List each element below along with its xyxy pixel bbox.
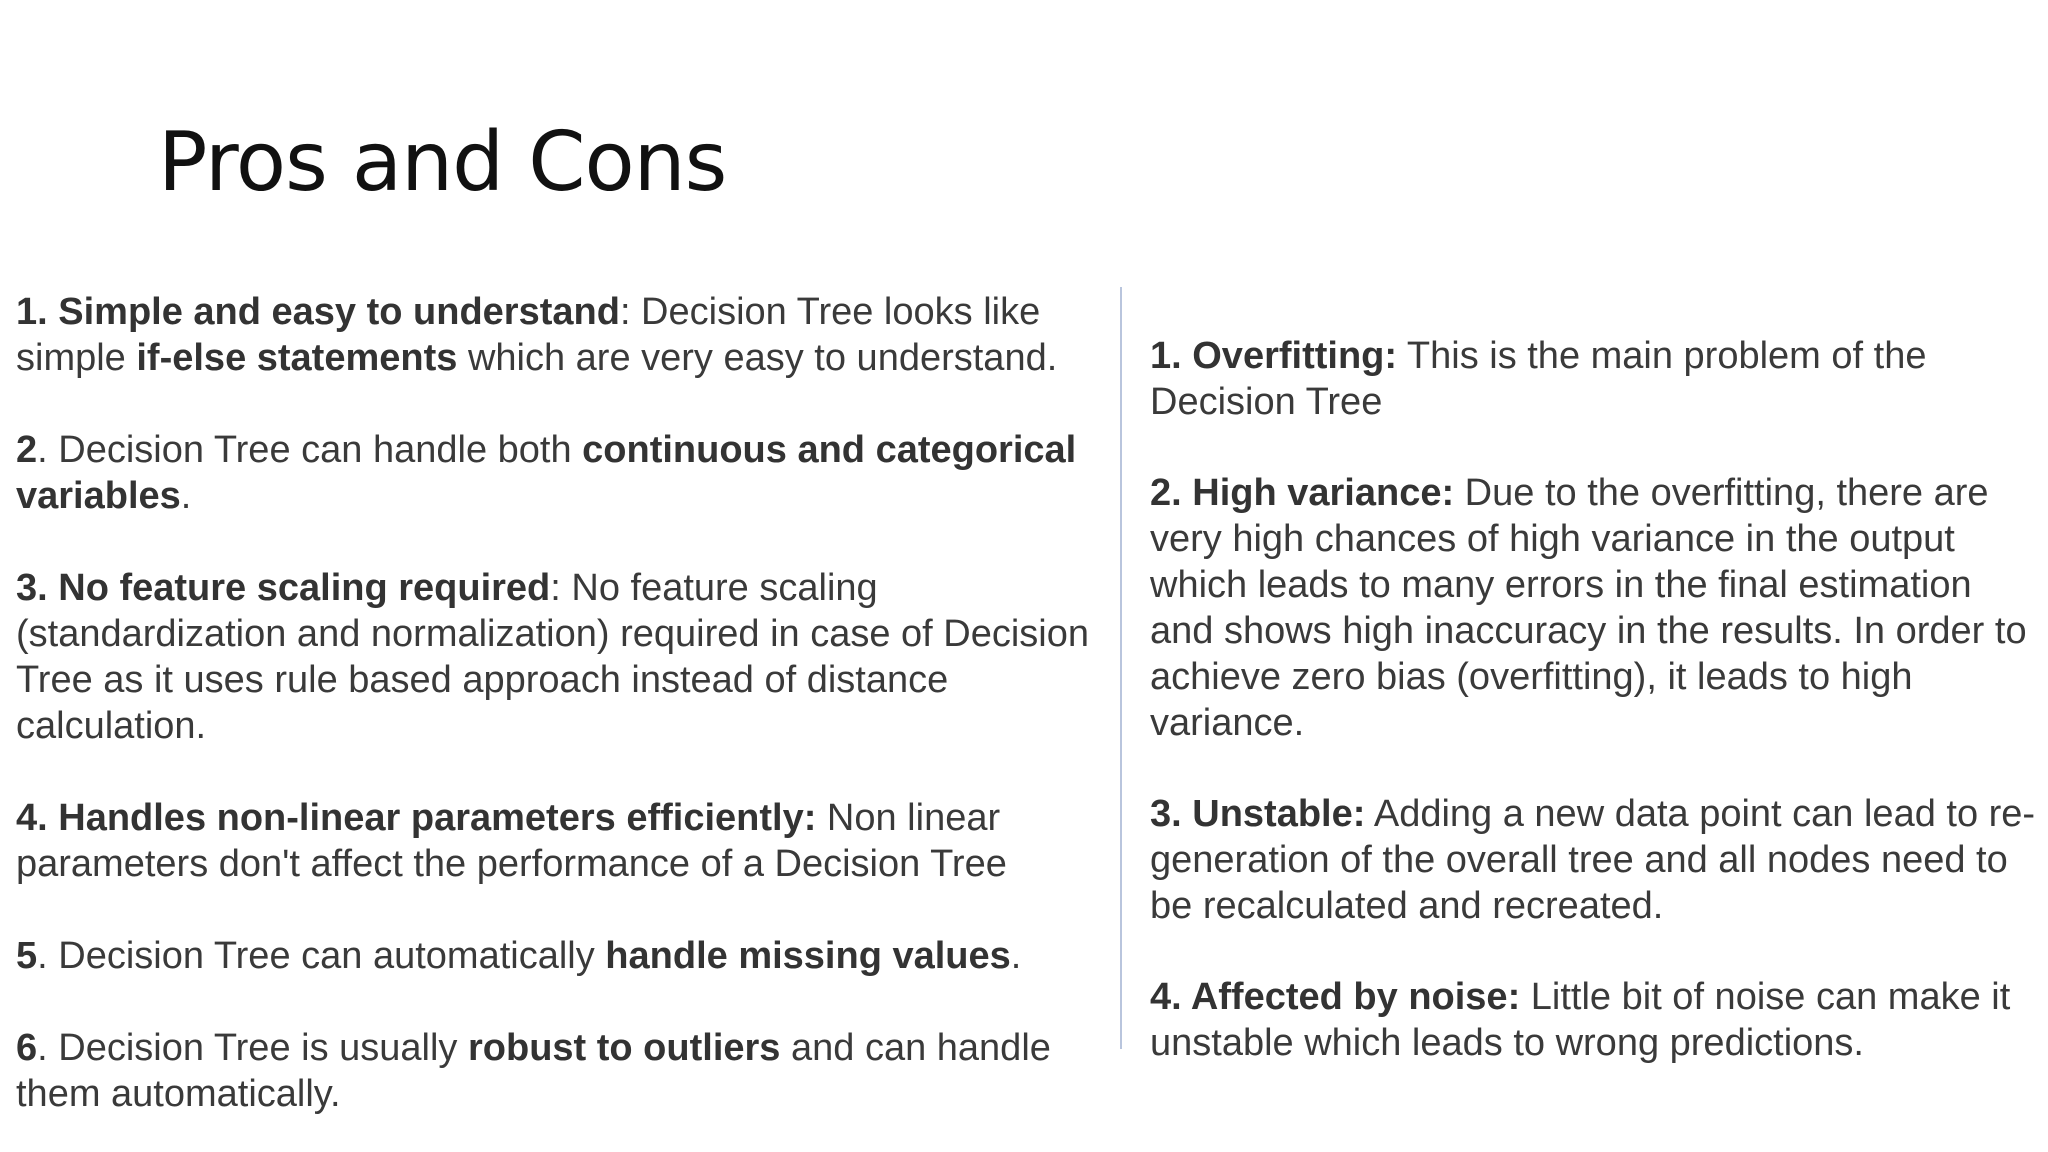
pros-item-text: : Decision Tree looks like simple xyxy=(16,291,1041,379)
pros-item-highlight: robust to outliers xyxy=(467,1027,781,1069)
pros-item-number: 1. xyxy=(16,291,59,333)
pros-item-heading: No feature scaling required xyxy=(58,567,551,609)
column-divider xyxy=(1120,287,1122,1049)
pros-item-text: . Decision Tree is usually xyxy=(37,1027,468,1069)
pros-column xyxy=(16,289,1118,1117)
pros-item-simple xyxy=(16,289,1118,381)
pros-item-highlight: continuous and categorical variables xyxy=(16,429,1077,517)
pros-item-missing-values xyxy=(16,933,1118,979)
pros-item-highlight: handle missing values xyxy=(605,935,1011,977)
pros-item-text: . Decision Tree can handle both xyxy=(37,429,583,471)
pros-item-text: : No feature scaling (standardization and normalization) required in case of Decision Tree as it uses rule based approach instead of distance calculation. xyxy=(16,567,1090,747)
cons-item-text: Adding a new data point can lead to re-generation of the overall tree and all nodes need to be recalculated and recreated. xyxy=(1150,793,2036,927)
pros-item-heading: Simple and easy to understand xyxy=(58,291,620,333)
pros-item-number: 2 xyxy=(16,429,38,471)
pros-item-text: and can handle them automatically. xyxy=(16,1027,1051,1115)
cons-item-noise xyxy=(1150,974,2042,1066)
slide-title: Pros and Cons xyxy=(158,115,727,210)
pros-item-text: . xyxy=(180,475,192,517)
cons-item-heading: 3. Unstable: xyxy=(1150,793,1366,835)
pros-item-number: 5 xyxy=(16,935,38,977)
cons-item-overfitting xyxy=(1150,333,2042,425)
cons-item-high-variance xyxy=(1150,470,2042,746)
cons-item-text: Little bit of noise can make it unstable which leads to wrong predictions. xyxy=(1150,976,2011,1064)
pros-item-variables xyxy=(16,427,1118,519)
pros-item-number: 6 xyxy=(16,1027,38,1069)
cons-item-unstable xyxy=(1150,791,2042,929)
cons-item-heading: 1. Overfitting: xyxy=(1150,335,1398,377)
pros-item-text: Non linear parameters don't affect the performance of a Decision Tree xyxy=(16,797,1007,885)
pros-item-number: 3. xyxy=(16,567,59,609)
pros-item-scaling xyxy=(16,565,1118,749)
cons-item-heading: 4. Affected by noise: xyxy=(1150,976,1521,1018)
pros-item-text: . xyxy=(1010,935,1022,977)
pros-item-nonlinear xyxy=(16,795,1118,887)
pros-item-outliers xyxy=(16,1025,1118,1117)
pros-item-number: 4. xyxy=(16,797,59,839)
cons-item-text: Due to the overfitting, there are very high chances of high variance in the output which leads to many errors in the final estimation and shows high inaccuracy in the results. In order to achieve zero bias (overfitting), it leads to high variance. xyxy=(1150,472,2027,744)
pros-item-highlight: if-else statements xyxy=(136,337,458,379)
cons-item-heading: 2. High variance: xyxy=(1150,472,1455,514)
pros-item-heading: Handles non-linear parameters efficiently: xyxy=(58,797,817,839)
cons-item-text: This is the main problem of the Decision Tree xyxy=(1150,335,1927,423)
pros-item-text: . Decision Tree can automatically xyxy=(37,935,606,977)
pros-item-text: which are very easy to understand. xyxy=(457,337,1058,379)
cons-column xyxy=(1150,333,2042,1111)
